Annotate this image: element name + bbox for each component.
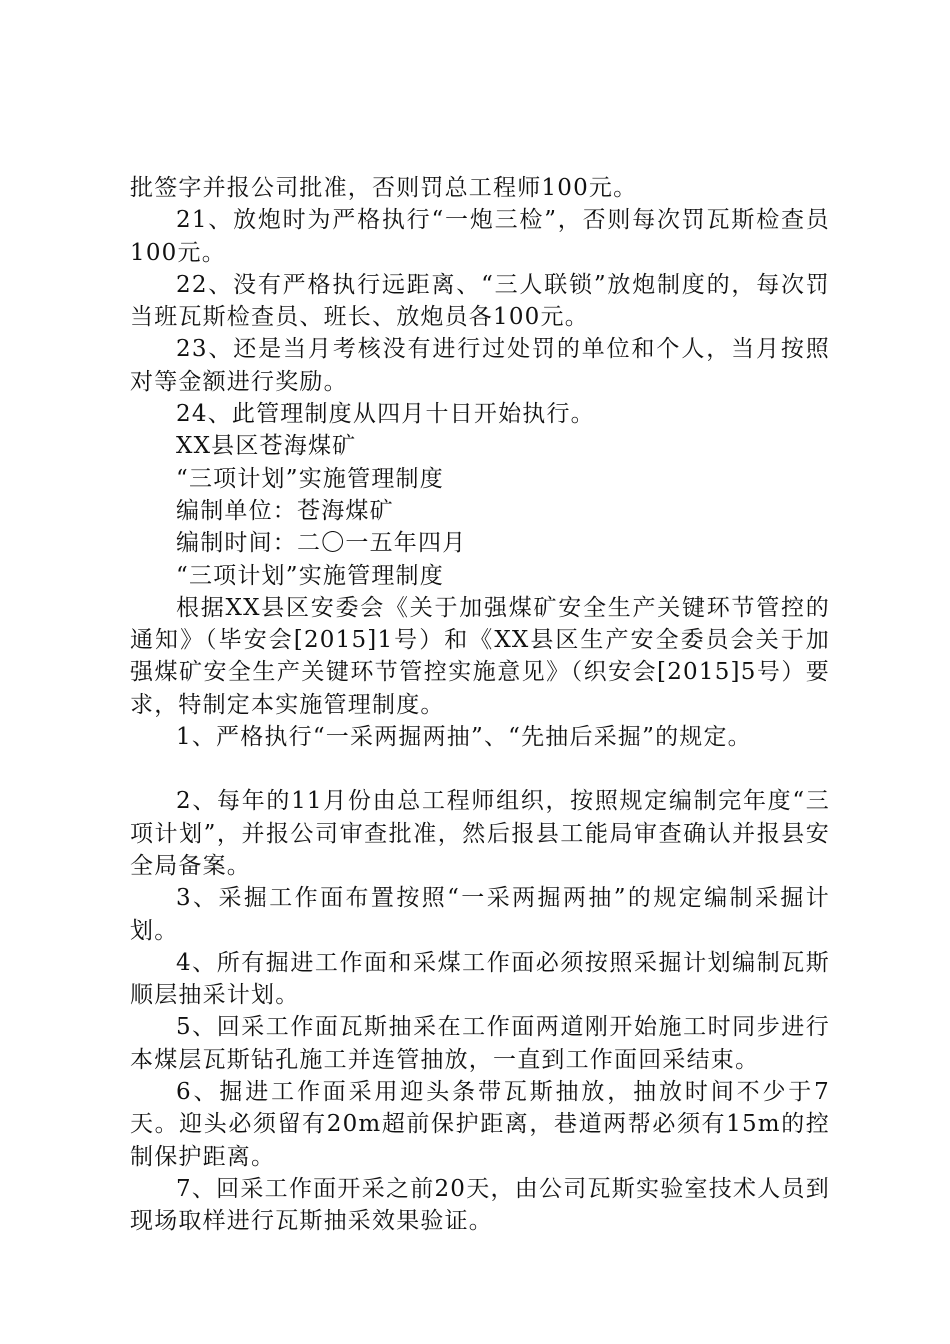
document-title-repeat: “三项计划”实施管理制度	[176, 562, 444, 589]
compiling-date: 编制时间：二〇一五年四月	[176, 530, 467, 557]
paragraph-item-24: 24、此管理制度从四月十日开始执行。	[176, 401, 595, 428]
document-body	[130, 172, 830, 1238]
rule-item-4: 4、所有掘进工作面和采煤工作面必须按照采掘计划编制瓦斯顺层抽采计划。	[130, 949, 830, 1009]
rule-item-2: 2、每年的11月份由总工程师组织，按照规定编制完年度“三项计划”，并报公司审查批准，然后报县工能局审查确认并报县安全局备案。	[130, 788, 830, 879]
intro-paragraph: 根据XX县区安委会《关于加强煤矿安全生产关键环节管控的通知》（毕安会[2015]1号）和《XX县区生产安全委员会关于加强煤矿安全生产关键环节管控实施意见》（织安会[2015]5号）要求，特制定本实施管理制度。	[130, 594, 830, 718]
rule-item-6: 6、掘进工作面采用迎头条带瓦斯抽放，抽放时间不少于7天。迎头必须留有20m超前保护距离，巷道两帮必须有15m的控制保护距离。	[130, 1079, 830, 1170]
paragraph-item-22: 22、没有严格执行远距离、“三人联锁”放炮制度的，每次罚当班瓦斯检查员、班长、放炮员各100元。	[130, 271, 830, 331]
compiling-unit: 编制单位：苍海煤矿	[176, 497, 394, 524]
blank-line	[130, 753, 830, 785]
paragraph-continuation: 批签字并报公司批准，否则罚总工程师100元。	[130, 175, 638, 201]
document-title: “三项计划”实施管理制度	[176, 465, 444, 492]
paragraph-item-21: 21、放炮时为严格执行“一炮三检”，否则每次罚瓦斯检查员100元。	[130, 207, 830, 266]
rule-item-7: 7、回采工作面开采之前20天，由公司瓦斯实验室技术人员到现场取样进行瓦斯抽采效果验证。	[130, 1175, 830, 1235]
paragraph-item-23: 23、还是当月考核没有进行过处罚的单位和个人，当月按照对等金额进行奖励。	[130, 336, 830, 395]
rule-item-3: 3、采掘工作面布置按照“一采两掘两抽”的规定编制采掘计划。	[130, 885, 830, 944]
rule-item-5: 5、回采工作面瓦斯抽采在工作面两道刚开始施工时同步进行本煤层瓦斯钻孔施工并连管抽放，一直到工作面回采结束。	[130, 1014, 830, 1073]
mine-name: XX县区苍海煤矿	[176, 433, 357, 460]
rule-item-1: 1、严格执行“一采两掘两抽”、“先抽后采掘”的规定。	[176, 724, 752, 751]
